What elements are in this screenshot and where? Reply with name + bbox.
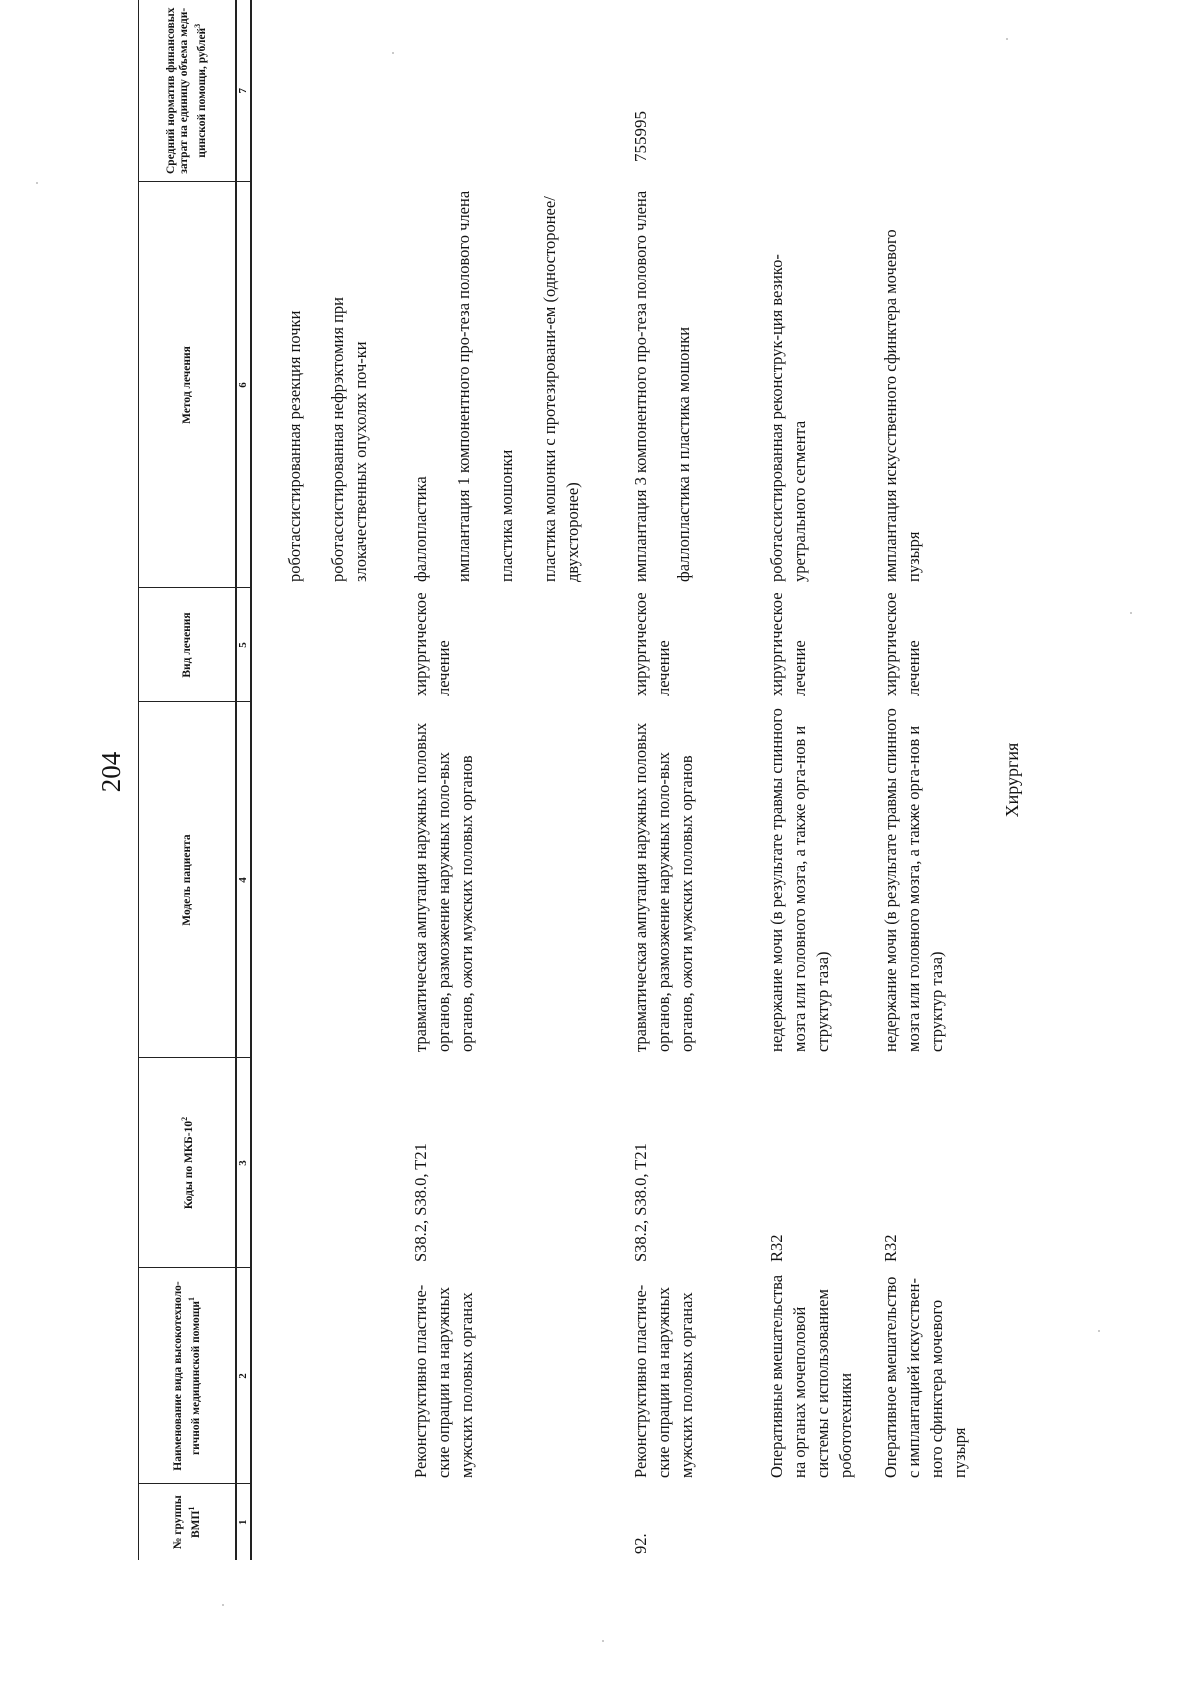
vmp-name-cell: Оперативное вмешательство с имплантацией искусствен-ного сфинктера мочевого пузыря: [881, 1276, 969, 1478]
scan-speck: [602, 1640, 604, 1642]
group-number-cell: [879, 1484, 989, 1560]
section-title: Хирургия: [1002, 742, 1022, 818]
treatment-methods-cell: [409, 182, 629, 588]
icd-codes-cell: S38.2, S38.0, T21: [631, 1143, 650, 1262]
treatment-method: роботассистированная резекция почки: [285, 310, 304, 582]
header-treatment-method: Метод лечения: [139, 182, 237, 588]
patient-model-cell: травматическая ампутация наружных половых органов, размозжение наружных поло-вых органов, ожоги мужских половых органов: [631, 722, 696, 1052]
column-number-row: [236, 0, 251, 1560]
scan-speck: [222, 1604, 224, 1606]
treatment-method: имплантация искусственного сфинктера мочевого пузыря: [881, 229, 923, 582]
treatment-method: имплантация 1 компонентного про-теза полового члена: [454, 190, 473, 582]
cost-cell: 755995: [631, 111, 650, 162]
treatment-type-cell: хирургическое лечение: [411, 592, 453, 696]
cost-cell: [251, 0, 409, 182]
scan-speck: [36, 182, 38, 184]
icd-codes-cell: R32: [767, 1234, 786, 1262]
treatment-type-cell: хирургическое лечение: [767, 592, 809, 696]
vmp-table: [138, 0, 989, 1560]
treatment-type-cell: хирургическое лечение: [881, 592, 923, 696]
vmp-name-cell: Оперативные вмешательства на органах мочеполовой системы с использованием робототехники: [767, 1274, 855, 1478]
header-cost-norm: Средний норматив финансовых затрат на единицу объема меди-цинской помощи, рублей$^3$: [139, 0, 237, 182]
cost-cell: [409, 0, 629, 182]
treatment-method: роботассистированная реконструк-ция везико-уретрального сегмента: [767, 254, 809, 582]
rotated-content: [96, 0, 1176, 1560]
cost-cell: [879, 0, 989, 182]
header-group-number: № группы ВМП$^1$: [139, 1484, 237, 1560]
column-number: 1: [236, 1484, 251, 1560]
header-treatment-type: Вид лечения: [139, 588, 237, 702]
column-number: 7: [236, 0, 251, 182]
icd-codes-cell: [251, 1058, 409, 1268]
table-row: [629, 0, 765, 1560]
patient-model-cell: травматическая ампутация наружных половых органов, размозжение наружных поло-вых органов, ожоги мужских половых органов: [411, 722, 476, 1052]
treatment-method: пластика мошонки с протезировани-ем (односторонее/двухсторонее): [540, 196, 582, 582]
vmp-name-cell: [251, 1268, 409, 1484]
column-number: 2: [236, 1268, 251, 1484]
group-number-cell: [251, 1484, 409, 1560]
table-row: [765, 0, 879, 1560]
patient-model-cell: [251, 702, 409, 1058]
treatment-method: имплантация 3 компонентного про-теза полового члена: [631, 190, 650, 582]
table-row: [409, 0, 629, 1560]
header-patient-model: Модель пациента: [139, 702, 237, 1058]
table-row: [251, 0, 409, 1560]
group-number-cell: [409, 1484, 629, 1560]
table-row: [879, 0, 989, 1560]
treatment-methods-cell: [879, 182, 989, 588]
page-number: 204: [96, 751, 126, 793]
table-header-row: [139, 0, 237, 1560]
patient-model-cell: недержание мочи (в результате травмы спинного мозга или головного мозга, а также орга-нов и структур таза): [881, 708, 946, 1052]
group-number-cell: [765, 1484, 879, 1560]
header-icd-codes: Коды по МКБ-$10^2$: [139, 1058, 237, 1268]
icd-codes-cell: R32: [881, 1234, 900, 1262]
treatment-method: фаллопластика и пластика мошонки: [674, 326, 693, 582]
column-number: 5: [236, 588, 251, 702]
header-vmp-name: Наименование вида высокотехноло-гичной медицинской помощи$^1$: [139, 1268, 237, 1484]
treatment-methods-cell: [765, 182, 879, 588]
cost-cell: [765, 0, 879, 182]
treatment-method: пластика мошонки: [497, 449, 516, 582]
column-number: 3: [236, 1058, 251, 1268]
treatment-type-cell: хирургическое лечение: [631, 592, 673, 696]
group-number-cell: 92.: [631, 1533, 650, 1554]
treatment-method: роботассистированная нефрэктомия при злокачественных опухолях поч-ки: [328, 296, 370, 582]
vmp-name-cell: Реконструктивно пластиче-ские опрации на наружных мужских половых органах: [631, 1284, 696, 1478]
column-number: 4: [236, 702, 251, 1058]
patient-model-cell: недержание мочи (в результате травмы спинного мозга или головного мозга, а также орга-нов и структур таза): [767, 708, 832, 1052]
vmp-name-cell: Реконструктивно пластиче-ские опрации на наружных мужских половых органах: [411, 1284, 476, 1478]
column-number: 6: [236, 182, 251, 588]
treatment-method: фаллопластика: [411, 476, 430, 582]
treatment-type-cell: [251, 588, 409, 702]
treatment-methods-cell: [251, 182, 409, 588]
treatment-methods-cell: [629, 182, 765, 588]
icd-codes-cell: S38.2, S38.0, T21: [411, 1143, 430, 1262]
